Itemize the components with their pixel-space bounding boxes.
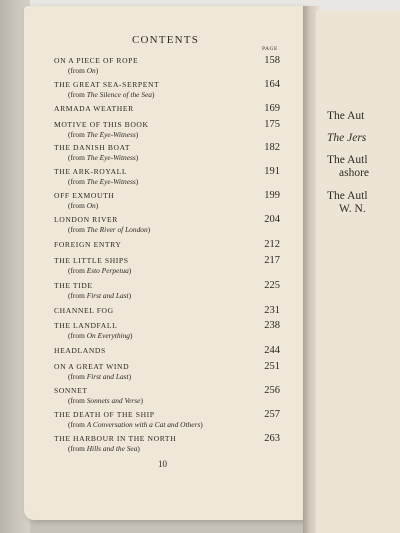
entry-title: THE LITTLE SHIPS [54, 256, 129, 265]
right-page [316, 10, 400, 533]
entry-page: 175 [264, 119, 280, 130]
entry-title: ON A PIECE OF ROPE [54, 56, 139, 65]
entry-source: (from The River of London) [68, 225, 151, 234]
entry-page: 263 [264, 433, 280, 444]
entry-title: THE LANDFALL [54, 321, 118, 330]
entry-title: ON A GREAT WIND [54, 362, 130, 371]
entry-title: CHANNEL FOG [54, 306, 114, 315]
page-column-header: PAGE [262, 46, 278, 52]
contents-entry [54, 281, 280, 300]
contents-entry [54, 362, 280, 381]
entry-page: 199 [264, 190, 280, 201]
contents-entry [54, 120, 280, 139]
contents-entry [54, 104, 280, 113]
contents-entry [54, 306, 280, 315]
contents-title: CONTENTS [131, 34, 200, 46]
entry-source: (from First and Last) [68, 372, 132, 381]
entry-title: THE GREAT SEA-SERPENT [54, 80, 160, 89]
entry-source: (from The Silence of the Sea) [68, 90, 155, 99]
facing-line-4: ashore [339, 167, 370, 179]
entry-source: (from Esto Perpetua) [68, 266, 132, 275]
entry-source: (from Sonnets and Verse) [68, 396, 143, 405]
entry-page: 204 [264, 214, 280, 225]
entry-source: (from On) [68, 201, 99, 210]
facing-line-6: W. N. [339, 203, 366, 215]
entry-source: (from The Eye-Witness) [68, 130, 139, 139]
entry-title: THE DANISH BOAT [54, 143, 131, 152]
entry-page: 244 [264, 345, 280, 356]
entry-page: 256 [264, 385, 280, 396]
entry-title: HEADLANDS [54, 346, 106, 355]
page-number: 10 [158, 459, 167, 469]
contents-entry [54, 240, 280, 249]
entry-page: 251 [264, 361, 280, 372]
entry-source: (from Hills and the Sea) [68, 444, 140, 453]
entry-page: 158 [264, 55, 280, 66]
entry-page: 164 [264, 79, 280, 90]
entry-title: THE TIDE [54, 281, 93, 290]
contents-entry [54, 80, 280, 99]
contents-entry [54, 56, 280, 75]
contents-entry [54, 256, 280, 275]
entry-title: MOTIVE OF THIS BOOK [54, 120, 149, 129]
entry-source: (from The Eye-Witness) [68, 153, 139, 162]
contents-entry [54, 215, 280, 234]
contents-entry [54, 386, 280, 405]
entry-page: 182 [264, 142, 280, 153]
entry-page: 231 [264, 305, 280, 316]
facing-line-2: The Jers [327, 132, 367, 144]
entry-title: SONNET [54, 386, 88, 395]
entry-source: (from On) [68, 66, 99, 75]
contents-entry [54, 410, 280, 429]
entry-title: THE DEATH OF THE SHIP [54, 410, 155, 419]
entry-page: 212 [264, 239, 280, 250]
entry-source: (from First and Last) [68, 291, 132, 300]
contents-entry [54, 434, 280, 453]
entry-title: THE ARK-ROYALL [54, 167, 128, 176]
entry-page: 217 [264, 255, 280, 266]
facing-line-3: The Autl [327, 154, 368, 166]
contents-entry [54, 346, 280, 355]
contents-entry [54, 191, 280, 210]
entry-page: 169 [264, 103, 280, 114]
entry-page: 225 [264, 280, 280, 291]
facing-line-1: The Aut [327, 110, 365, 122]
entry-page: 238 [264, 320, 280, 331]
contents-entry [54, 143, 280, 162]
entry-title: FOREIGN ENTRY [54, 240, 122, 249]
entry-title: LONDON RIVER [54, 215, 118, 224]
entry-title: OFF EXMOUTH [54, 191, 115, 200]
entry-page: 257 [264, 409, 280, 420]
facing-line-5: The Autl [327, 190, 368, 202]
entry-page: 191 [264, 166, 280, 177]
entry-source: (from On Everything) [68, 331, 133, 340]
contents-entry [54, 167, 280, 186]
entry-title: THE HARBOUR IN THE NORTH [54, 434, 177, 443]
contents-entry [54, 321, 280, 340]
entry-title: ARMADA WEATHER [54, 104, 134, 113]
entry-source: (from A Conversation with a Cat and Others) [68, 420, 203, 429]
entry-source: (from The Eye-Witness) [68, 177, 139, 186]
